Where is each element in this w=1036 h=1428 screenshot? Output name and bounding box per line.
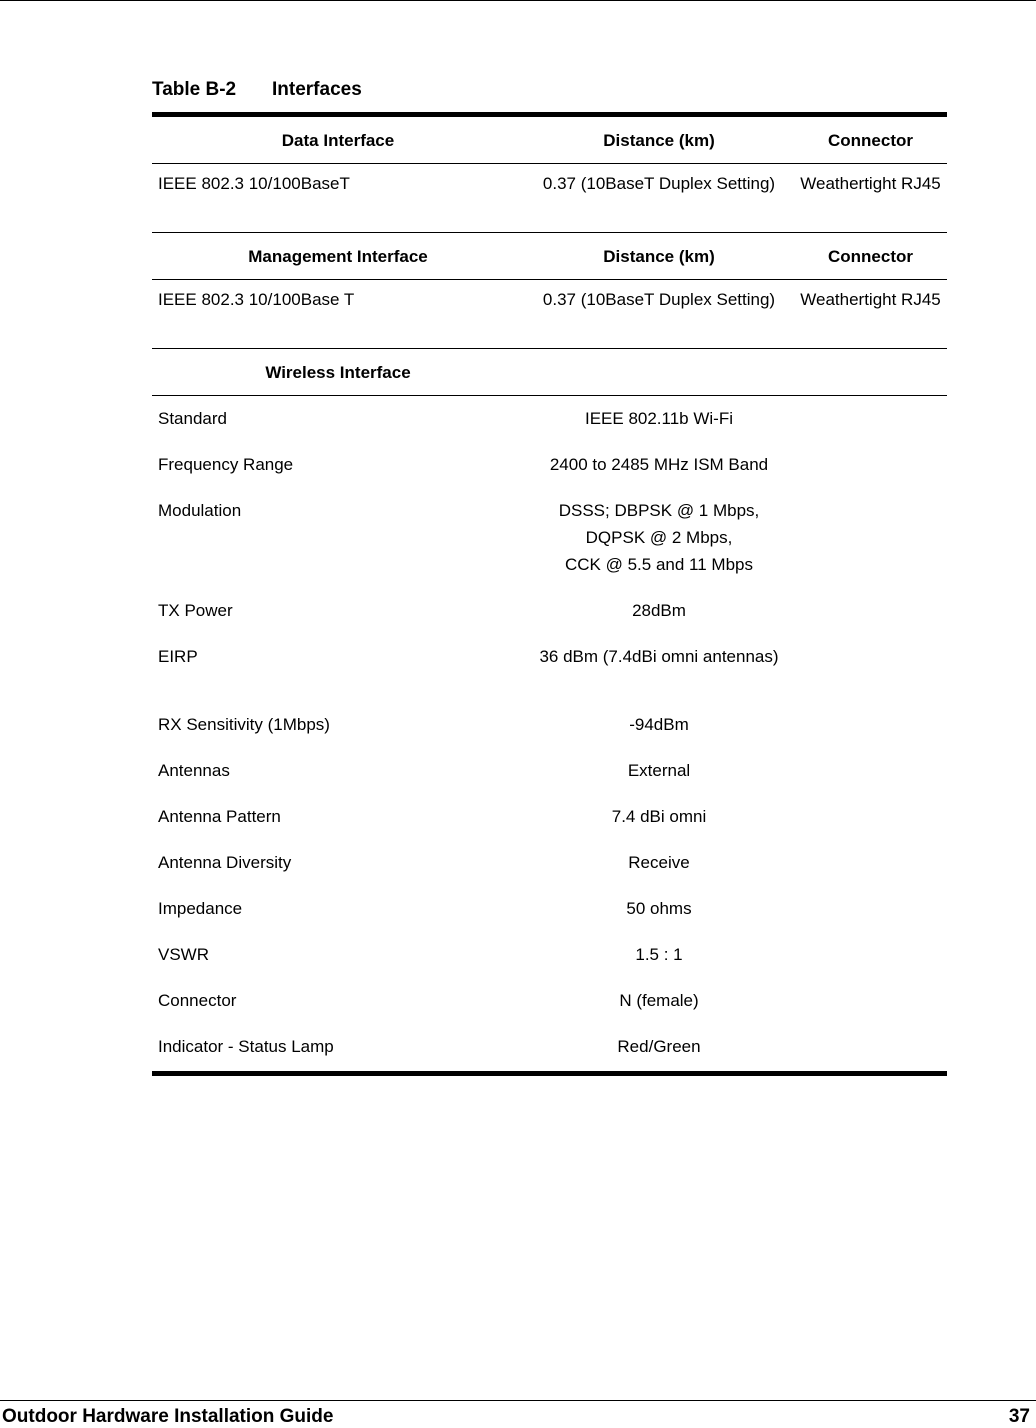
table-row (152, 886, 947, 932)
spec-label: Connector (158, 990, 237, 1010)
spec-value (524, 488, 794, 588)
table-row (152, 794, 947, 840)
spec-label: Antenna Pattern (158, 806, 281, 826)
table-number: Table B-2 (152, 79, 237, 100)
footer-title: Outdoor Hardware Installation Guide (2, 1406, 334, 1427)
column-header: Management Interface (152, 233, 524, 280)
interface-connector: Weathertight RJ45 (800, 174, 941, 193)
spec-value: Red/Green (617, 1036, 701, 1056)
table-row (152, 396, 947, 442)
interface-name: IEEE 802.3 10/100BaseT (158, 174, 350, 193)
spec-label: Antennas (158, 760, 230, 780)
interfaces-table (152, 112, 947, 1076)
spec-value: Receive (628, 852, 690, 872)
table-row (152, 488, 947, 588)
spec-label: Indicator - Status Lamp (158, 1036, 334, 1056)
spec-label: EIRP (158, 646, 198, 666)
interface-connector: Weathertight RJ45 (800, 290, 941, 309)
spec-value-line: CCK @ 5.5 and 11 Mbps (565, 554, 753, 574)
column-header-empty (524, 349, 794, 396)
spec-value-line: DSSS; DBPSK @ 1 Mbps, (558, 500, 760, 520)
spec-label: Impedance (158, 898, 243, 918)
spec-label: VSWR (158, 944, 209, 964)
table-row (152, 634, 947, 702)
wireless-interface-header-row (152, 349, 947, 396)
page-number: 37 (1008, 1406, 1030, 1427)
spec-label: Standard (158, 409, 227, 428)
spec-value: -94dBm (629, 714, 689, 734)
spec-label: Modulation (158, 500, 242, 520)
spec-value: 2400 to 2485 MHz ISM Band (549, 454, 769, 474)
interface-distance: 0.37 (10BaseT Duplex Setting) (542, 174, 776, 193)
table-row (152, 978, 947, 1024)
table-row (152, 588, 947, 634)
table-row (152, 1024, 947, 1074)
management-interface-header-row (152, 233, 947, 280)
spec-label: TX Power (158, 600, 233, 620)
column-header-empty (794, 349, 947, 396)
table-title: Interfaces (272, 79, 362, 100)
interface-distance: 0.37 (10BaseT Duplex Setting) (542, 290, 776, 309)
top-rule (0, 0, 1036, 1)
management-interface-row (152, 280, 947, 349)
spec-label: Frequency Range (158, 454, 294, 474)
column-header: Connector (794, 233, 947, 280)
column-header: Distance (km) (524, 233, 794, 280)
column-header: Wireless Interface (152, 349, 524, 396)
footer-rule (0, 1400, 1036, 1401)
table-row (152, 932, 947, 978)
spec-value: N (female) (619, 990, 699, 1010)
column-header: Data Interface (152, 115, 524, 164)
spec-value: 1.5 : 1 (635, 944, 683, 964)
column-header: Connector (794, 115, 947, 164)
spec-value: External (627, 760, 691, 780)
table-row (152, 702, 947, 748)
spec-value: 7.4 dBi omni (611, 806, 707, 826)
spec-value: 50 ohms (626, 898, 692, 918)
spec-value-line: DQPSK @ 2 Mbps, (585, 527, 733, 547)
data-interface-row (152, 164, 947, 233)
data-interface-header-row (152, 115, 947, 164)
table-row (152, 840, 947, 886)
spec-label: RX Sensitivity (1Mbps) (158, 714, 330, 734)
spec-value: 36 dBm (7.4dBi omni antennas) (539, 646, 779, 666)
interface-name: IEEE 802.3 10/100Base T (158, 290, 355, 309)
spec-value: IEEE 802.11b Wi-Fi (584, 409, 734, 428)
table-row (152, 748, 947, 794)
spec-label: Antenna Diversity (158, 852, 292, 872)
table-row (152, 442, 947, 488)
spec-value: 28dBm (632, 600, 686, 620)
column-header: Distance (km) (524, 115, 794, 164)
table-caption (152, 79, 362, 101)
